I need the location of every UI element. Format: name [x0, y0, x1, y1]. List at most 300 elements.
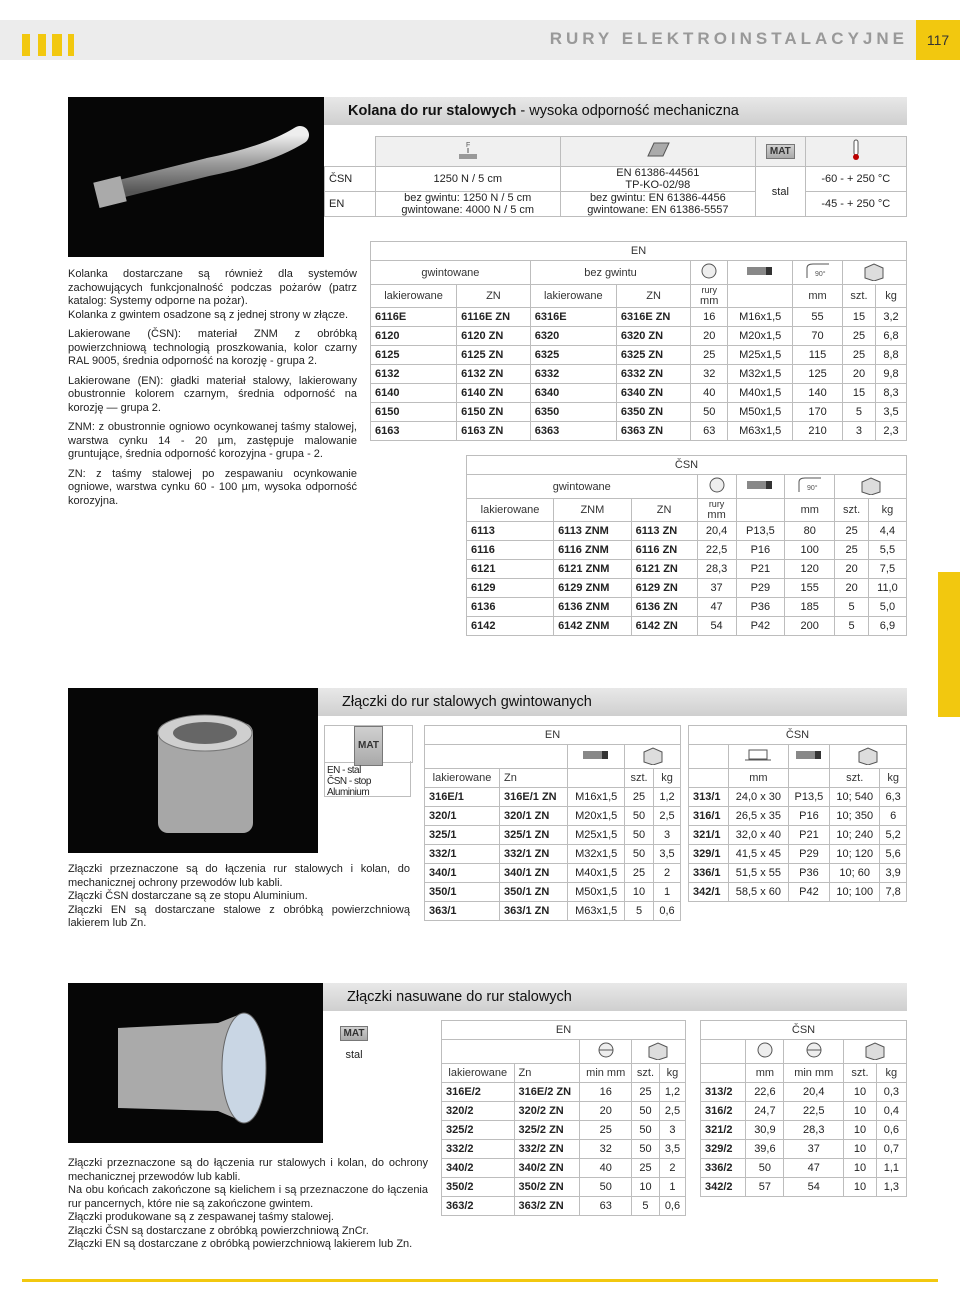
table-row — [689, 883, 907, 902]
table-cell: 25 — [842, 346, 875, 365]
table-row — [371, 384, 907, 403]
table-cell: 332/1 — [425, 845, 500, 864]
tube-diameter-icon — [804, 1041, 824, 1059]
table-cell: 40 — [691, 384, 728, 403]
table-row — [425, 864, 681, 883]
table-row — [371, 365, 907, 384]
desc-paragraph: Kolanka z gwintem osadzone są z jednej strony w złącze. — [68, 308, 349, 321]
table-cell: 6,9 — [868, 617, 906, 636]
table-cell: 0,7 — [876, 1140, 906, 1159]
footer-accent-line — [22, 1279, 938, 1282]
table-cell: 50 — [625, 807, 654, 826]
table-cell: 329/2 — [701, 1140, 746, 1159]
table-group-label: EN — [442, 1021, 686, 1040]
table-cell: 6332 — [530, 365, 616, 384]
table-cell: 10 — [844, 1083, 877, 1102]
table-cell: P13,5 — [788, 788, 829, 807]
table-cell: 5,5 — [868, 541, 906, 560]
table-cell: 6142 ZNM — [554, 617, 632, 636]
col-header: ZN — [616, 285, 690, 308]
thread-icon-cell — [736, 475, 785, 499]
threaded-coupler-en-table — [424, 725, 681, 921]
table-cell: 16 — [691, 308, 728, 327]
col-header: ZN — [631, 499, 697, 522]
table-cell: 320/2 ZN — [514, 1102, 580, 1121]
col-header: mm — [729, 769, 789, 788]
table-cell: 63 — [580, 1197, 632, 1216]
table-cell: 125 — [793, 365, 843, 384]
table-cell: 340/1 — [425, 864, 500, 883]
table-cell: 32 — [580, 1140, 632, 1159]
table-cell: 210 — [793, 422, 843, 441]
table-row — [371, 346, 907, 365]
table-group-label: ČSN — [689, 726, 907, 745]
table-row — [425, 845, 681, 864]
table-cell: 25 — [580, 1121, 632, 1140]
table-row — [689, 788, 907, 807]
elbow-angle-icon — [795, 476, 825, 494]
table-cell: P21 — [736, 560, 785, 579]
norm-en: bez gwintu: EN 61386-4456 gwintowane: EN 61386-5557 — [560, 192, 756, 217]
table-cell: 332/2 ZN — [514, 1140, 580, 1159]
package-icon-cell — [631, 1040, 685, 1064]
table-cell: 6320 — [530, 327, 616, 346]
table-cell: 6129 ZN — [631, 579, 697, 598]
table-cell: 1,1 — [876, 1159, 906, 1178]
col-header: ZNM — [554, 499, 632, 522]
table-cell: 10; 240 — [830, 826, 880, 845]
en-label: EN — [325, 192, 376, 217]
table-cell: 5 — [835, 598, 869, 617]
svg-text:90°: 90° — [806, 485, 818, 492]
table-cell: 6132 — [371, 365, 457, 384]
table-row — [442, 1083, 686, 1102]
table-cell: 25 — [842, 327, 875, 346]
table-cell: 0,6 — [876, 1121, 906, 1140]
table-row — [689, 807, 907, 826]
table-cell: 26,5 x 35 — [729, 807, 789, 826]
table-cell: 155 — [785, 579, 835, 598]
table-cell: 5 — [842, 403, 875, 422]
table-cell: 6340 ZN — [616, 384, 690, 403]
table-cell: P13,5 — [736, 522, 785, 541]
table-cell: 22,6 — [746, 1083, 784, 1102]
table-cell: 6116E — [371, 308, 457, 327]
table-cell: 316/2 — [701, 1102, 746, 1121]
table-row — [442, 1121, 686, 1140]
table-cell: 2,3 — [876, 422, 907, 441]
svg-text:90°: 90° — [814, 271, 826, 278]
tube-diameter-icon-cell — [784, 1040, 844, 1064]
package-icon-cell — [625, 745, 681, 769]
table-cell: 11,0 — [868, 579, 906, 598]
table-cell: 115 — [793, 346, 843, 365]
side-accent-bar — [938, 572, 960, 717]
package-icon — [859, 475, 883, 495]
section-title-slip-couplers: Złączki nasuwane do rur stalowych — [323, 983, 907, 1011]
desc-paragraph: Złączki ČSN są dostarczane z obróbką powierzchniową ZnCr. — [68, 1224, 369, 1237]
tube-diameter-icon — [755, 1041, 775, 1059]
thread-icon-cell — [568, 745, 625, 769]
table-cell: 24,7 — [746, 1102, 784, 1121]
elbow-illustration — [68, 97, 324, 257]
table-group-label: EN — [425, 726, 681, 745]
table-cell: 320/1 — [425, 807, 500, 826]
table-cell: 32,0 x 40 — [729, 826, 789, 845]
table-cell: 6129 ZNM — [554, 579, 632, 598]
table-row — [371, 308, 907, 327]
col-header: kg — [654, 769, 681, 788]
thread-icon — [746, 265, 774, 277]
col-header: rury mm — [691, 285, 728, 308]
package-icon-cell — [835, 475, 907, 499]
table-cell: P29 — [736, 579, 785, 598]
table-cell: P16 — [736, 541, 785, 560]
table-cell: 0,6 — [659, 1197, 685, 1216]
material: stal — [756, 167, 805, 217]
threaded-coupler-description — [68, 863, 410, 931]
table-row — [442, 1197, 686, 1216]
table-cell: 58,5 x 60 — [729, 883, 789, 902]
table-cell: 5 — [631, 1197, 659, 1216]
table-cell: 3,5 — [654, 845, 681, 864]
table-cell: 2 — [659, 1159, 685, 1178]
table-row — [425, 807, 681, 826]
threaded-coupler-csn-table — [688, 725, 907, 902]
table-cell: 6,8 — [876, 327, 907, 346]
table-cell: P21 — [788, 826, 829, 845]
table-cell: 20,4 — [784, 1083, 844, 1102]
tube-diameter-icon — [596, 1041, 616, 1059]
col-header: szt. — [835, 499, 869, 522]
table-cell: 80 — [785, 522, 835, 541]
table-cell: 8,3 — [876, 384, 907, 403]
thread-icon — [582, 749, 610, 761]
material-note: EN - stal ČSN - stop Aluminium — [324, 761, 411, 797]
table-row — [425, 788, 681, 807]
table-cell: P36 — [736, 598, 785, 617]
mat-icon: MAT — [766, 144, 795, 159]
table-cell: 3 — [654, 826, 681, 845]
table-cell: 10 — [844, 1178, 877, 1197]
table-cell: 350/1 ZN — [500, 883, 568, 902]
table-cell: 340/2 ZN — [514, 1159, 580, 1178]
col-header — [568, 769, 625, 788]
csn-label: ČSN — [325, 167, 376, 192]
table-cell: 28,3 — [697, 560, 736, 579]
norm-csn: EN 61386-44561 TP-KO-02/98 — [560, 167, 756, 192]
table-cell: 332/1 ZN — [500, 845, 568, 864]
table-cell: 6,3 — [880, 788, 907, 807]
table-cell: 6136 ZN — [631, 598, 697, 617]
header-accent-square — [22, 34, 30, 56]
table-cell: 10; 120 — [830, 845, 880, 864]
col-header: lakierowane — [425, 769, 500, 788]
tube-diameter-icon-cell — [746, 1040, 784, 1064]
table-row — [467, 617, 907, 636]
tube-diameter-icon — [707, 476, 727, 494]
table-cell: 7,8 — [880, 883, 907, 902]
col-group-threaded: gwintowane — [467, 475, 698, 499]
table-cell: 6332 ZN — [616, 365, 690, 384]
table-cell: 5 — [835, 617, 869, 636]
table-cell: 140 — [793, 384, 843, 403]
col-header: min mm — [580, 1064, 632, 1083]
col-header: mm — [785, 499, 835, 522]
table-row — [467, 541, 907, 560]
table-cell: 3,5 — [659, 1140, 685, 1159]
table-cell: 55 — [793, 308, 843, 327]
table-cell: 6163 — [371, 422, 457, 441]
table-row — [371, 403, 907, 422]
col-header: lakierowane — [442, 1064, 515, 1083]
table-row — [371, 327, 907, 346]
table-row — [467, 560, 907, 579]
col-header: rury mm — [697, 499, 736, 522]
table-cell: 10 — [844, 1159, 877, 1178]
table-cell: 10; 350 — [830, 807, 880, 826]
table-cell: 3,9 — [880, 864, 907, 883]
elbow-photo — [68, 97, 324, 257]
measure-icon — [743, 748, 773, 762]
table-row — [467, 579, 907, 598]
table-cell: 25 — [691, 346, 728, 365]
table-cell: 28,3 — [784, 1121, 844, 1140]
table-cell: 336/2 — [701, 1159, 746, 1178]
mat-icon: MAT — [340, 1026, 369, 1041]
desc-paragraph: Złączki EN są dostarczane z obróbką powierzchniową lakierem lub Zn. — [68, 1238, 413, 1250]
table-row — [701, 1121, 907, 1140]
table-cell: 6 — [880, 807, 907, 826]
table-cell: 316E/1 ZN — [500, 788, 568, 807]
table-cell: 39,6 — [746, 1140, 784, 1159]
force-icon-cell — [376, 137, 561, 167]
table-cell: 6150 — [371, 403, 457, 422]
tube-diameter-icon-cell — [691, 261, 728, 285]
table-cell: M40x1,5 — [568, 864, 625, 883]
table-cell: 6129 — [467, 579, 554, 598]
table-cell: 57 — [746, 1178, 784, 1197]
table-cell: 54 — [697, 617, 736, 636]
table-cell: M25x1,5 — [728, 346, 793, 365]
slip-coupler-csn-table — [700, 1020, 907, 1197]
col-header — [736, 499, 785, 522]
thread-icon — [746, 479, 774, 491]
table-cell: 320/2 — [442, 1102, 515, 1121]
table-cell: M63x1,5 — [728, 422, 793, 441]
table-row — [467, 522, 907, 541]
ruler-icon-cell — [560, 137, 756, 167]
table-cell: 10 — [625, 883, 654, 902]
table-cell: 6121 ZNM — [554, 560, 632, 579]
table-cell: 6121 — [467, 560, 554, 579]
table-row — [701, 1083, 907, 1102]
section-title-threaded-couplers: Złączki do rur stalowych gwintowanych — [318, 688, 907, 716]
table-cell: 316E/2 ZN — [514, 1083, 580, 1102]
table-cell: 320/1 ZN — [500, 807, 568, 826]
table-cell: 6142 — [467, 617, 554, 636]
table-group-label: ČSN — [701, 1021, 907, 1040]
table-row — [689, 864, 907, 883]
mat-icon-cell — [756, 137, 805, 167]
table-cell: 20 — [691, 327, 728, 346]
table-cell: 16 — [580, 1083, 632, 1102]
package-icon — [863, 1040, 887, 1060]
table-cell: 3,2 — [876, 308, 907, 327]
col-header: Zn — [500, 769, 568, 788]
table-cell: 32 — [691, 365, 728, 384]
table-cell: 20 — [835, 579, 869, 598]
table-cell: 10; 60 — [830, 864, 880, 883]
table-cell: 10 — [844, 1121, 877, 1140]
table-cell: 363/2 — [442, 1197, 515, 1216]
material: stal — [345, 1049, 363, 1061]
table-cell: 40 — [580, 1159, 632, 1178]
table-cell: 50 — [746, 1159, 784, 1178]
table-cell: 6120 — [371, 327, 457, 346]
table-cell: 342/2 — [701, 1178, 746, 1197]
table-cell: 6113 ZNM — [554, 522, 632, 541]
table-cell: M50x1,5 — [568, 883, 625, 902]
col-header: kg — [880, 769, 907, 788]
col-header: szt. — [830, 769, 880, 788]
table-cell: 6113 — [467, 522, 554, 541]
table-cell: 325/1 ZN — [500, 826, 568, 845]
table-row — [689, 826, 907, 845]
mat-icon: MAT — [354, 726, 383, 766]
catalog-section-title: RURY ELEKTROINSTALACYJNE — [549, 29, 908, 48]
desc-paragraph: Złączki produkowane są z zespawanej taśmy stalowej. — [68, 1211, 334, 1223]
tube-diameter-icon — [699, 262, 719, 280]
table-cell: 313/1 — [689, 788, 729, 807]
desc-paragraph: Złączki przeznaczone są do łączenia rur stalowych i kolan, do mechanicznej ochrony przewodów lub kabli. — [68, 863, 410, 889]
table-cell: 6325 ZN — [616, 346, 690, 365]
table-cell: 6350 — [530, 403, 616, 422]
table-cell: 6340 — [530, 384, 616, 403]
col-header — [788, 769, 829, 788]
table-cell: 24,0 x 30 — [729, 788, 789, 807]
table-cell: 2,5 — [654, 807, 681, 826]
table-cell: 340/1 ZN — [500, 864, 568, 883]
table-cell: 6116E ZN — [457, 308, 531, 327]
table-cell: 41,5 x 45 — [729, 845, 789, 864]
svg-text:F: F — [465, 142, 471, 149]
table-cell: 313/2 — [701, 1083, 746, 1102]
coupler-illustration — [68, 688, 318, 853]
col-header — [689, 769, 729, 788]
temp-csn: -60 - + 250 °C — [805, 167, 906, 192]
force-icon — [457, 140, 479, 160]
table-cell: 185 — [785, 598, 835, 617]
package-icon-cell — [830, 745, 907, 769]
table-cell: 332/2 — [442, 1140, 515, 1159]
table-cell: 30,9 — [746, 1121, 784, 1140]
table-cell: 25 — [631, 1083, 659, 1102]
table-cell: 50 — [580, 1178, 632, 1197]
package-icon-cell — [844, 1040, 907, 1064]
table-group-label: EN — [371, 242, 907, 261]
col-header: mm — [746, 1064, 784, 1083]
tube-diameter-icon-cell — [580, 1040, 632, 1064]
table-row — [442, 1178, 686, 1197]
table-row — [689, 845, 907, 864]
table-cell: M20x1,5 — [568, 807, 625, 826]
table-cell: 1 — [659, 1178, 685, 1197]
package-icon — [856, 745, 880, 765]
table-cell: 25 — [835, 541, 869, 560]
table-cell: 6350 ZN — [616, 403, 690, 422]
desc-paragraph: Kolanka dostarczane są również dla systemów zachowujących funkcjonalność podczas pożarów (patrz katalog: Systemy odporne na pożar). — [68, 268, 357, 307]
table-cell: 50 — [631, 1121, 659, 1140]
table-cell: 6125 — [371, 346, 457, 365]
table-cell: 329/1 — [689, 845, 729, 864]
table-cell: P29 — [788, 845, 829, 864]
table-cell: 10; 540 — [830, 788, 880, 807]
page-number: 117 — [916, 20, 960, 60]
table-row — [701, 1140, 907, 1159]
table-cell: 0,6 — [654, 902, 681, 921]
table-cell: 6150 ZN — [457, 403, 531, 422]
table-cell: 9,8 — [876, 365, 907, 384]
section-title-elbows: Kolana do rur stalowych - wysoka odporność mechaniczna — [324, 97, 907, 125]
table-cell: 15 — [842, 308, 875, 327]
table-cell: 321/2 — [701, 1121, 746, 1140]
table-cell: 1,2 — [659, 1083, 685, 1102]
table-cell: 1,3 — [876, 1178, 906, 1197]
col-header — [701, 1064, 746, 1083]
table-cell: 37 — [697, 579, 736, 598]
col-group-unthreaded: bez gwintu — [530, 261, 691, 285]
table-cell: 316E/1 — [425, 788, 500, 807]
table-cell: 200 — [785, 617, 835, 636]
table-cell: M25x1,5 — [568, 826, 625, 845]
mat-icon-box — [324, 725, 413, 763]
col-header: lakierowane — [371, 285, 457, 308]
table-cell: 6316E — [530, 308, 616, 327]
table-cell: P16 — [788, 807, 829, 826]
table-cell: 6140 — [371, 384, 457, 403]
table-cell: 10 — [631, 1178, 659, 1197]
desc-paragraph: Złączki EN są dostarczane stalowe z obróbką powierzchniową lakierem lub Zn. — [68, 903, 410, 929]
col-group-threaded: gwintowane — [371, 261, 531, 285]
table-cell: 350/1 — [425, 883, 500, 902]
col-header: szt. — [631, 1064, 659, 1083]
table-cell: 0,3 — [876, 1083, 906, 1102]
elbow-angle-icon — [803, 262, 833, 280]
header-accent-square — [68, 34, 74, 56]
col-header: Zn — [514, 1064, 580, 1083]
table-cell: 3 — [842, 422, 875, 441]
table-row — [701, 1178, 907, 1197]
force-csn: 1250 N / 5 cm — [376, 167, 561, 192]
col-header — [728, 285, 793, 308]
coupler-slip-photo — [68, 983, 323, 1143]
desc-paragraph: Lakierowane (EN): gładki materiał stalowy, lakierowany obustronnie kolorem czarnym, średnia odporność na korozję — grupa 2. — [68, 374, 357, 414]
slip-coupler-en-table — [441, 1020, 686, 1216]
col-header: min mm — [784, 1064, 844, 1083]
desc-paragraph: ZN: z taśmy stalowej po zespawaniu ocynkowanie ogniowe, warstwa cynku 60 - 100 µm, wysoka odporność korozyjna. — [68, 467, 357, 507]
table-cell: 47 — [784, 1159, 844, 1178]
table-cell: 5 — [625, 902, 654, 921]
table-cell: 6116 ZN — [631, 541, 697, 560]
thread-icon-cell — [788, 745, 829, 769]
table-cell: 336/1 — [689, 864, 729, 883]
table-cell: 6132 ZN — [457, 365, 531, 384]
table-cell: 6136 ZNM — [554, 598, 632, 617]
tube-diameter-icon-cell — [697, 475, 736, 499]
header-accent-square — [38, 34, 46, 56]
col-header: szt. — [625, 769, 654, 788]
